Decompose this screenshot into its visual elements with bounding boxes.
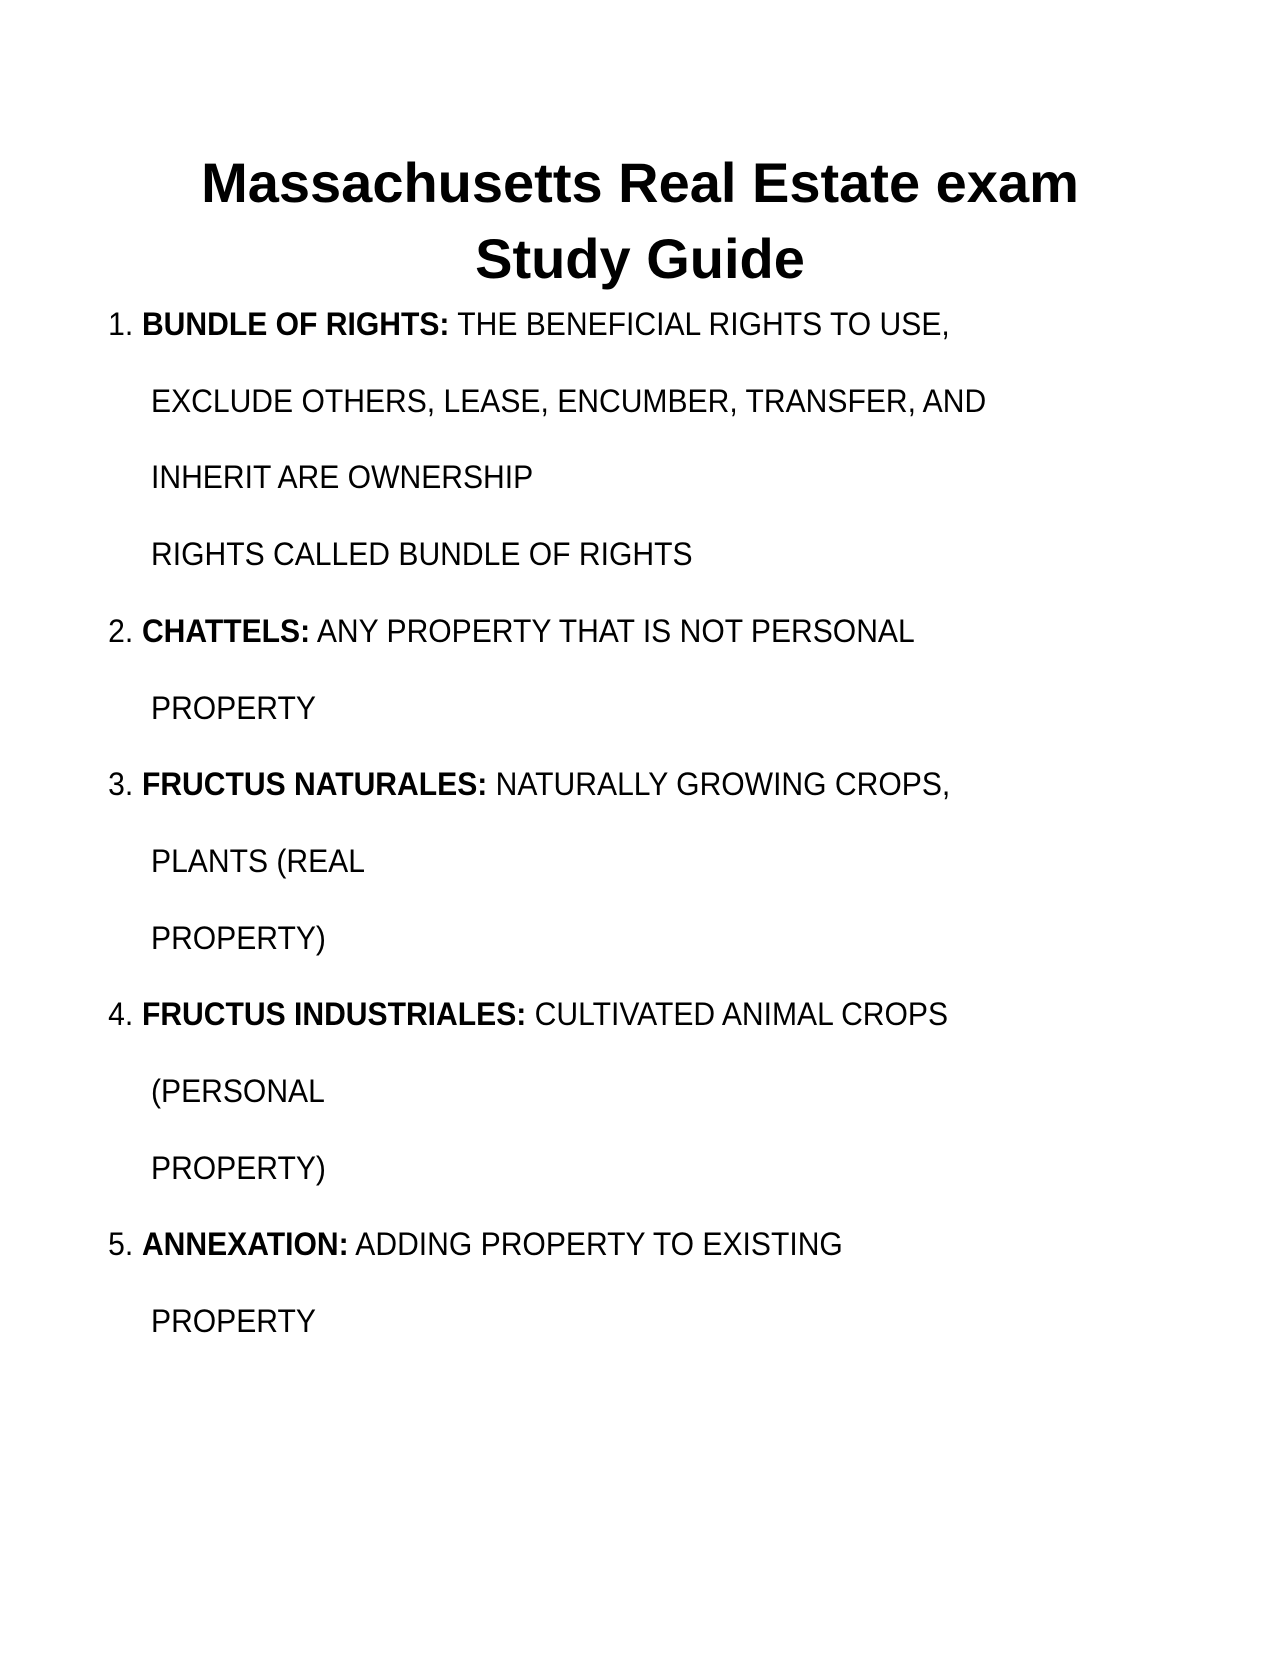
item-definition-line: PROPERTY bbox=[151, 690, 316, 726]
item-definition: ANY PROPERTY THAT IS NOT PERSONAL bbox=[316, 613, 915, 649]
item-definition-line: RIGHTS CALLED BUNDLE OF RIGHTS bbox=[151, 536, 693, 572]
item-definition-line: PLANTS (REAL bbox=[151, 843, 365, 879]
item-definition-line: PROPERTY bbox=[151, 1303, 316, 1339]
item-term: FRUCTUS INDUSTRIALES: bbox=[141, 996, 527, 1032]
item-definition-line: PROPERTY) bbox=[151, 1150, 326, 1186]
item-number: 1. bbox=[108, 306, 134, 342]
item-definition: ADDING PROPERTY TO EXISTING bbox=[355, 1226, 843, 1262]
item-number: 5. bbox=[108, 1226, 134, 1262]
item-definition: CULTIVATED ANIMAL CROPS bbox=[534, 996, 949, 1032]
item-term: BUNDLE OF RIGHTS: bbox=[141, 306, 450, 342]
title-line-1: Massachusetts Real Estate exam bbox=[201, 151, 1079, 214]
title-line-2: Study Guide bbox=[475, 227, 805, 290]
item-definition-line: (PERSONAL bbox=[151, 1073, 325, 1109]
item-definition: THE BENEFICIAL RIGHTS TO USE, bbox=[457, 306, 950, 342]
item-definition: NATURALLY GROWING CROPS, bbox=[495, 766, 951, 802]
item-definition-line: INHERIT ARE OWNERSHIP bbox=[151, 459, 534, 495]
item-number: 4. bbox=[108, 996, 134, 1032]
item-term: CHATTELS: bbox=[141, 613, 311, 649]
item-definition-line: EXCLUDE OTHERS, LEASE, ENCUMBER, TRANSFER, AND bbox=[151, 383, 987, 419]
item-number: 3. bbox=[108, 766, 134, 802]
item-number: 2. bbox=[108, 613, 134, 649]
item-definition-line: PROPERTY) bbox=[151, 920, 326, 956]
item-term: ANNEXATION: bbox=[141, 1226, 349, 1262]
item-term: FRUCTUS NATURALES: bbox=[141, 766, 488, 802]
page-title bbox=[0, 145, 1280, 297]
